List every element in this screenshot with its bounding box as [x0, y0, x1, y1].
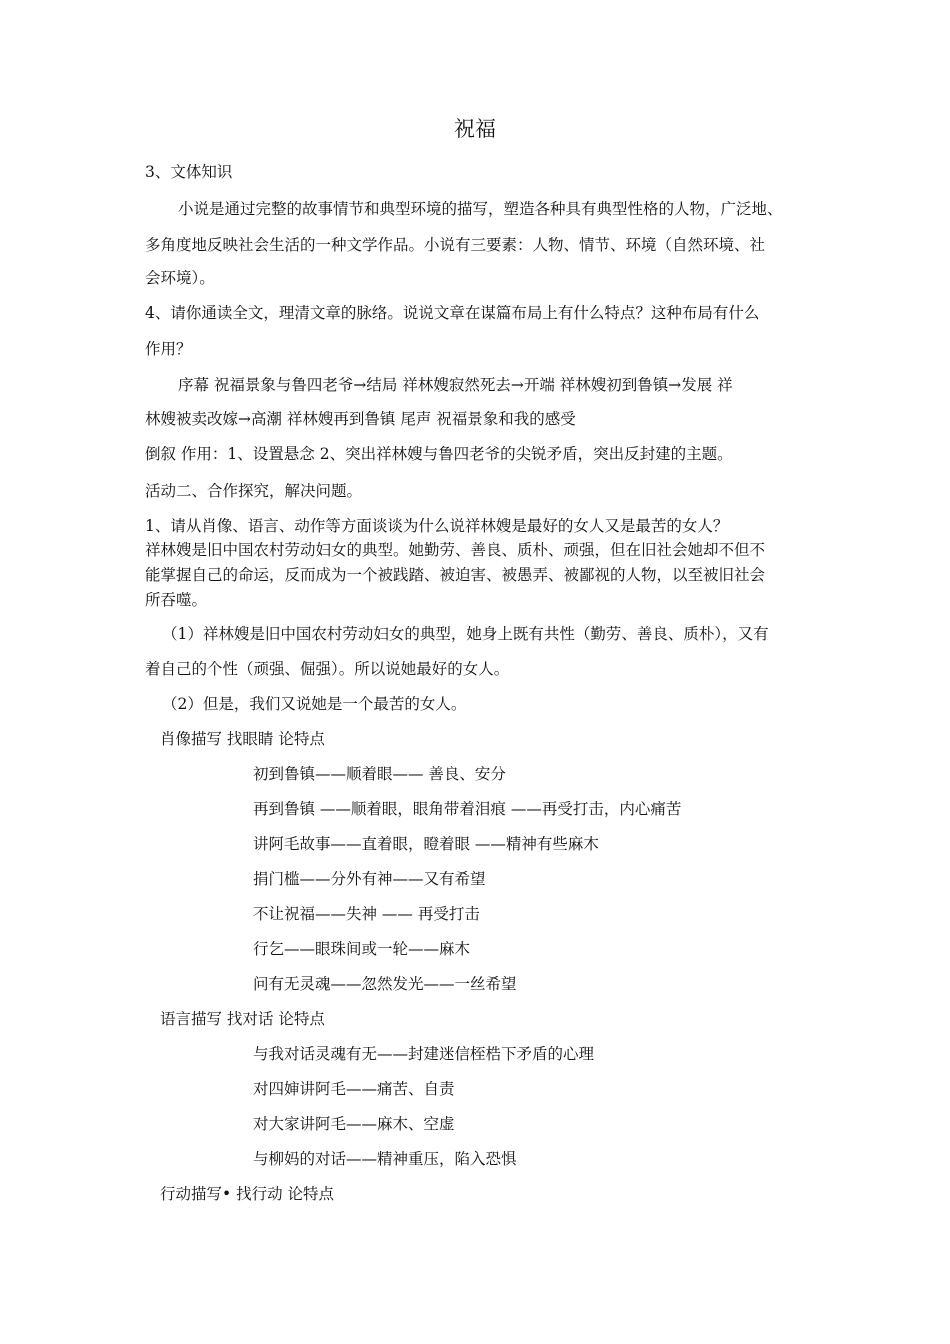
activity-heading: 活动二、合作探究，解决问题。: [145, 482, 363, 500]
action-heading: 行动描写• 找行动 论特点: [160, 1185, 334, 1203]
list-item: 捐门槛——分外有神——又有希望: [253, 870, 486, 888]
point-line: 着自己的个性（顽强、倔强）。所以说她最好的女人。: [145, 660, 510, 678]
question-line: 1、请从肖像、语言、动作等方面谈谈为什么说祥林嫂是最好的女人又是最苦的女人？: [145, 517, 729, 535]
list-item: 初到鲁镇——顺着眼—— 善良、安分: [253, 765, 506, 783]
portrait-heading: 肖像描写 找眼睛 论特点: [160, 730, 325, 748]
list-item: 不让祝福——失神 —— 再受打击: [253, 905, 480, 923]
list-item: 再到鲁镇 ——顺着眼，眼角带着泪痕 ——再受打击，内心痛苦: [253, 800, 682, 818]
answer-line: 所吞噬。: [145, 591, 208, 609]
section-heading-genre: 3、文体知识: [145, 163, 233, 181]
structure-line: 序幕 祝福景象与鲁四老爷→结局 祥林嫂寂然死去→开端 祥林嫂初到鲁镇→发展 祥: [178, 376, 733, 394]
list-item: 与柳妈的对话——精神重压，陷入恐惧: [253, 1150, 517, 1168]
list-item: 讲阿毛故事——直着眼，瞪着眼 ——精神有些麻木: [253, 835, 599, 853]
list-item: 行乞——眼珠间或一轮——麻木: [253, 940, 471, 958]
point-line: （2）但是，我们又说她是一个最苦的女人。: [162, 695, 467, 713]
question-line: 作用？: [145, 340, 192, 358]
list-item: 问有无灵魂——忽然发光——一丝希望: [253, 975, 517, 993]
question-line: 4、请你通读全文，理清文章的脉络。说说文章在谋篇布局上有什么特点？这种布局有什么: [145, 304, 760, 322]
flashback-line: 倒叙 作用：1、设置悬念 2、突出祥林嫂与鲁四老爷的尖锐矛盾，突出反封建的主题。: [145, 445, 733, 463]
answer-line: 能掌握自己的命运，反而成为一个被践踏、被迫害、被愚弄、被鄙视的人物，以至被旧社会: [145, 566, 766, 584]
structure-line: 林嫂被卖改嫁→高潮 祥林嫂再到鲁镇 尾声 祝福景象和我的感受: [145, 410, 576, 428]
point-line: （1）祥林嫂是旧中国农村劳动妇女的典型，她身上既有共性（勤劳、善良、质朴），又有: [162, 625, 769, 643]
answer-line: 祥林嫂是旧中国农村劳动妇女的典型。她勤劳、善良、质朴、顽强，但在旧社会她却不但不: [145, 541, 766, 559]
list-item: 与我对话灵魂有无——封建迷信桎梏下矛盾的心理: [253, 1045, 595, 1063]
paragraph-line: 会环境）。: [145, 269, 215, 287]
paragraph-line: 多角度地反映社会生活的一种文学作品。小说有三要素：人物、情节、环境（自然环境、社: [145, 236, 766, 254]
list-item: 对四婶讲阿毛——痛苦、自责: [253, 1080, 455, 1098]
paragraph-line: 小说是通过完整的故事情节和典型环境的描写，塑造各种具有典型性格的人物，广泛地、: [178, 200, 783, 218]
document-title: 祝福: [454, 117, 496, 141]
language-heading: 语言描写 找对话 论特点: [160, 1010, 325, 1028]
list-item: 对大家讲阿毛——麻木、空虚: [253, 1115, 455, 1133]
